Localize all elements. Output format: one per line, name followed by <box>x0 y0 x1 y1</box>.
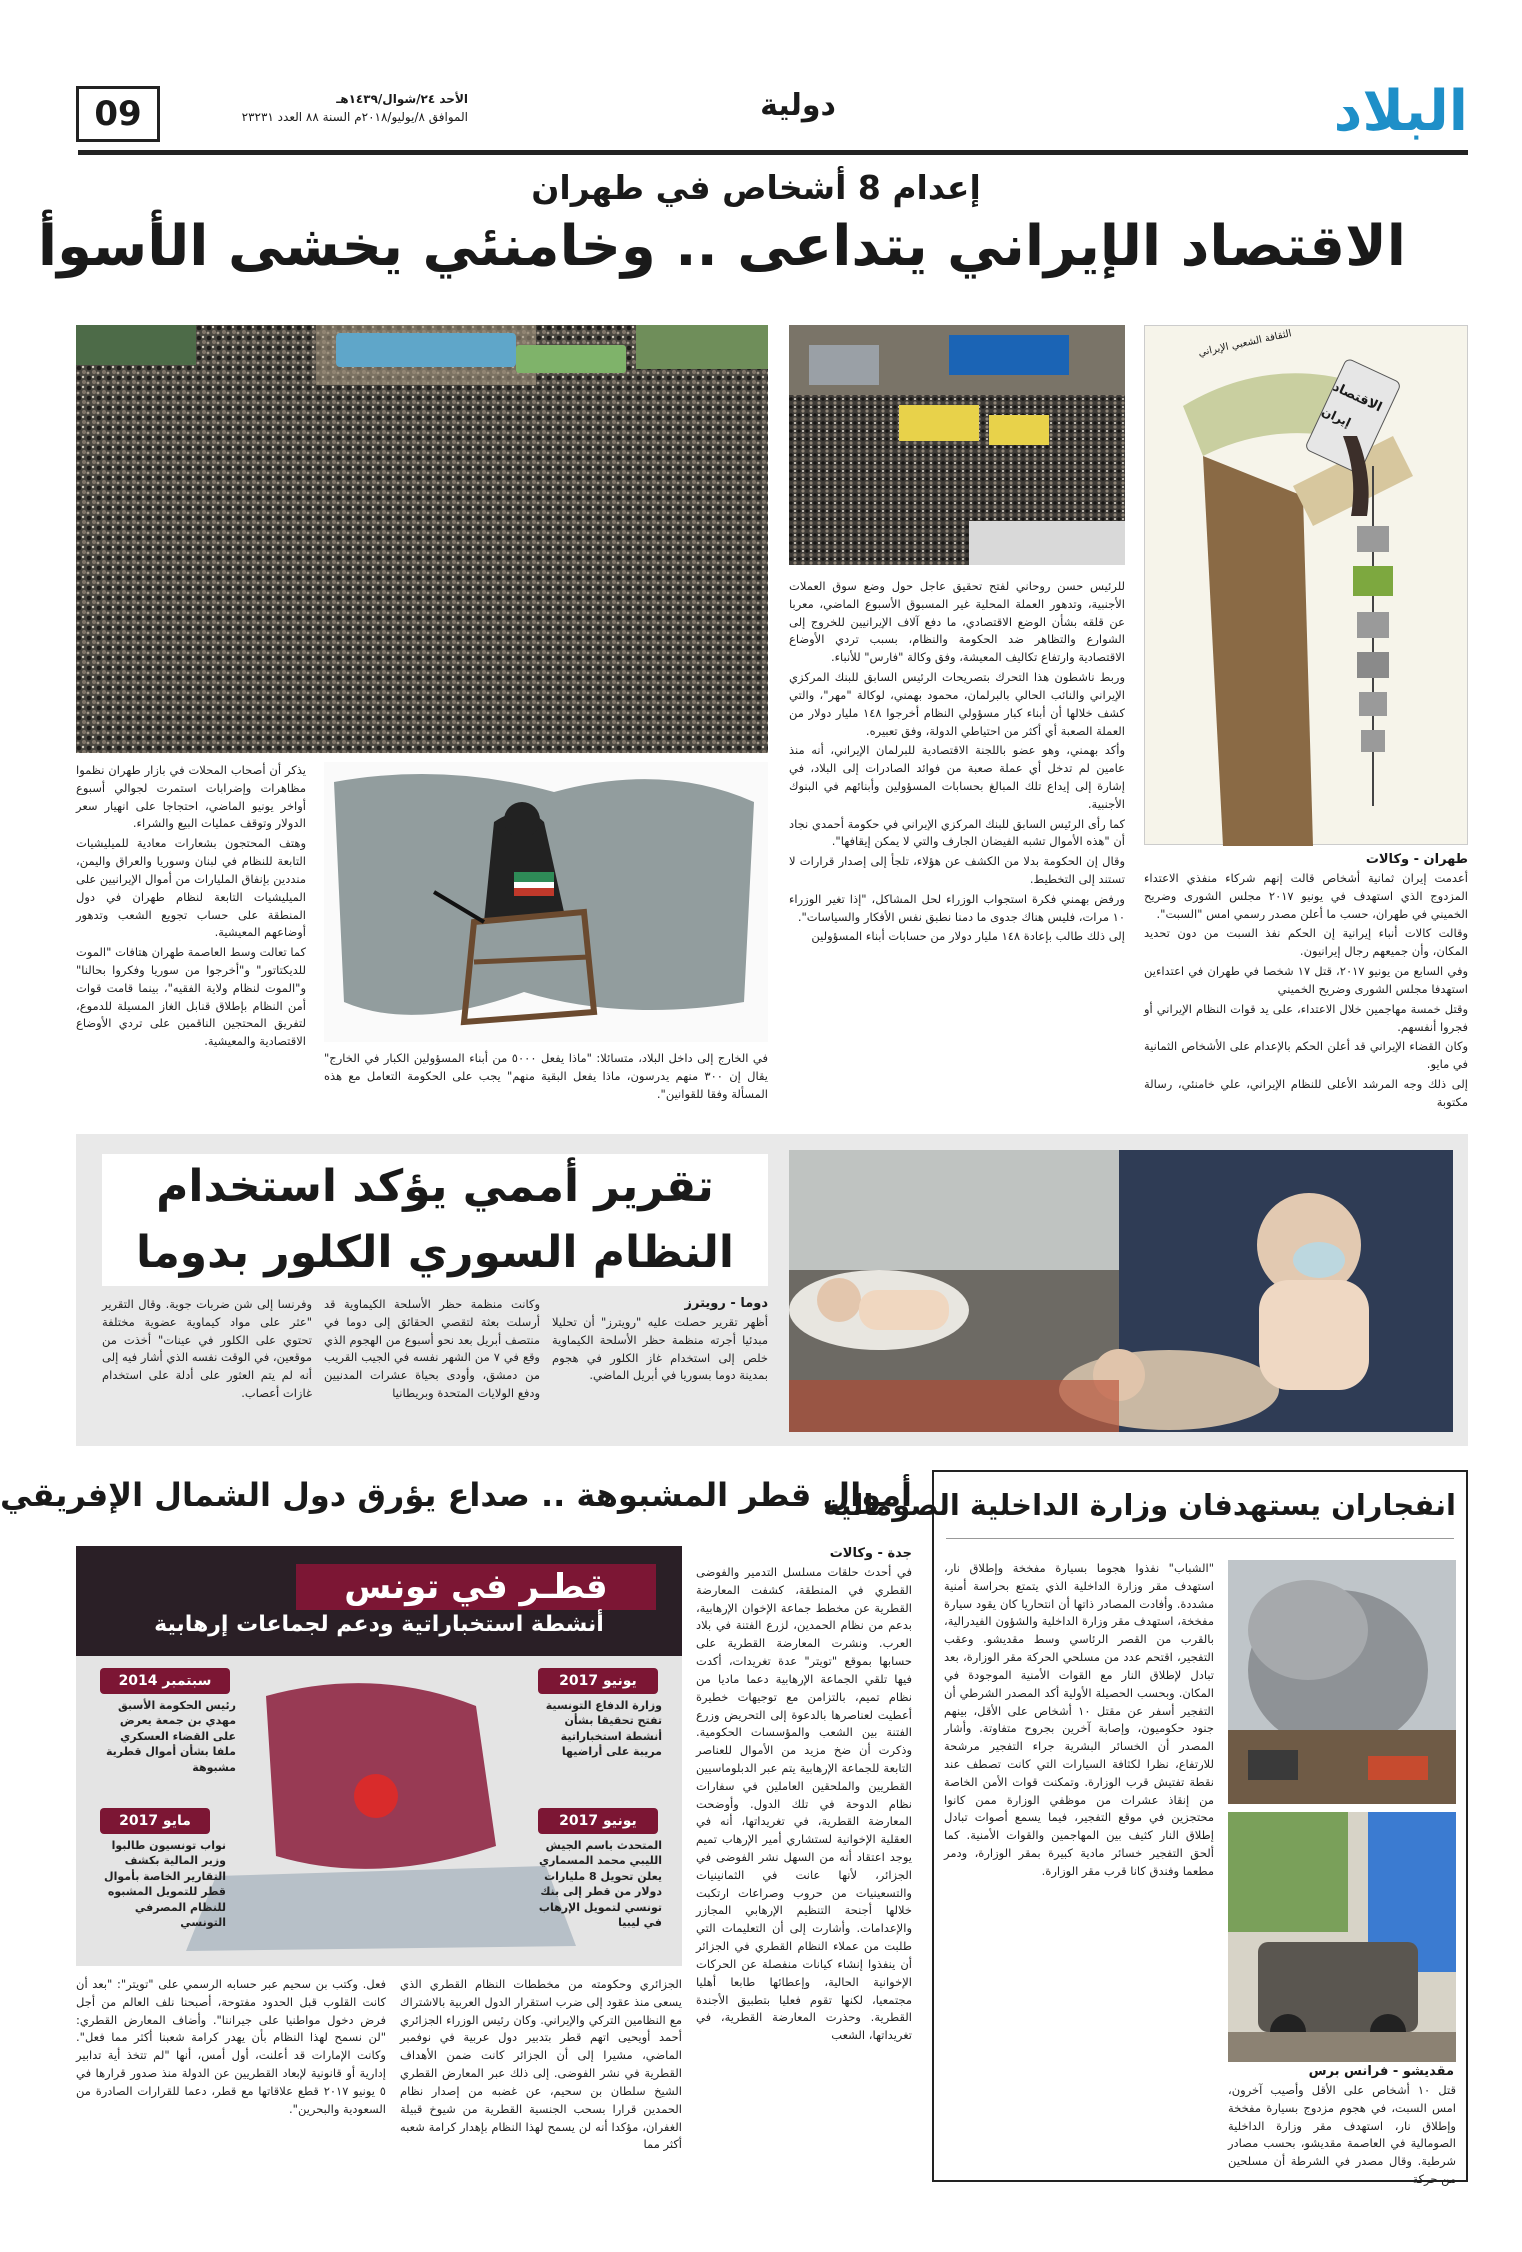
timeline-text-1: وزارة الدفاع التونسية تفتح تحقيقا بشأن أنشطة استخباراتية مريبة على أراضيها <box>545 1699 662 1759</box>
khamenei-cartoon <box>324 762 768 1042</box>
somalia-column-2: "الشباب" نفذوا هجوما بسيارة مفخخة وإطلاق نار، استهدف مقر وزارة الداخلية الذي يتمتع بحراسة أمنية مشددة. وأفادت المصادر ذاتها أن انتحاريا كان يقود سيارة مفخخة، استهدف مقر وزارة الداخلية والشؤون الفيدرالية، بالقرب من القصر الرئاسي وسط مقديشو. وعقب التفجير، اقتحم عدد من مسلحي الحركة مقر الوزارة، بعد تبادل لإطلاق النار مع القوات الأمنية الموجودة في المكان. وبحسب الحصيلة الأولية أكد المصدر الشرطي أن التفجير أسفر عن مقتل ١٠ أشخاص على الأقل، بينهم جنود حكوميون، وإصابة آخرين بجروح متفاوتة. وأشار المصدر أن الخسائر البشرية جراء التفجير مرشحة للارتفاع، نظرا لكثافة السيارات التي كانت تصطف عند نقطة تفتيش قرب الوزارة. وتمكنت قوات الأمن الخاصة من إنقاذ عشرات من موظفي الوزارة ممن كانوا محتجزين في موقع التفجير، فيما يسمع أصوات تبادل إطلاق النار كثيف بين المهاجمين والقوات الأمنية. كما ألحق التفجير خسائر مادية كبيرة بمقر الوزارة، ودمر مطعما وفندق كانا قرب مقر الوزارة. <box>944 1561 1214 1878</box>
logo[interactable]: البلاد <box>1333 79 1468 144</box>
syria-headline-1: تقرير أممي يؤكد استخدام <box>102 1154 768 1220</box>
cartoon-label-economy: الاقتصاد <box>1330 379 1385 416</box>
lead-col2-para: وقال إن الحكومة بدلا من الكشف عن هؤلاء، تلجأ إلى إصدار قرارات لا تستند إلى التخطيط. <box>789 854 1125 886</box>
page-number: 09 <box>76 86 160 142</box>
douma-children-photo <box>789 1150 1453 1432</box>
lead-col1-para: وكان القضاء الإيراني قد أعلن الحكم بالإعدام على الأشخاص الثمانية في مايو. <box>1144 1039 1468 1072</box>
somalia-column-1: قتل ١٠ أشخاص على الأقل وأصيب آخرون، امس السبت، في هجوم مزدوج بسيارة مفخخة وإطلاق نار، استهدف مقر وزارة الداخلية الصومالية في العاصمة مقديشو، بحسب مصادر شرطية. وقال مصدر في الشرطة أن مسلحين من حركة <box>1228 2083 1456 2187</box>
lead-col3-para: وهتف المحتجون بشعارات معادية للميليشيات التابعة للنظام في لبنان وسوريا والعراق واليمن، منددين بإنفاق المليارات من أموال الإيرانيين على الميليشيات التابعة لنظام طهران في دول المنطقة على حساب تجويع الشعب وتدهور أوضاعهم المعيشية. <box>76 836 306 940</box>
qatar-dateline: جدة - وكالات <box>829 1546 912 1561</box>
lead-column-3 <box>76 762 306 1132</box>
syria-column-3: وفرنسا إلى شن ضربات جوية. وقال التقرير "عثر على مواد كيماوية عضوية مختلفة تحتوي على الكلور في عينات" أخذت من موقعين، في الوقت نفسه الذي أشار فيه إلى أنه لم يتم العثور على أدلة على استخدام غازات أعصاب. <box>102 1297 312 1401</box>
qatar-column-1: في أحدث حلقات مسلسل التدمير والفوضى القطري في المنطقة، كشفت المعارضة القطرية عن مخطط جماعة الإخوان الإرهابية، بدعم من نظام الحمدين، لزرع الفتنة في بلاد العرب. ونشرت المعارضة القطرية على حسابها بموقع "تويتر" عدة تغريدات، أكدت فيها تلقي الجماعة الإرهابية دعما ماديا من نظام تميم، بالتزامن مع توجيهات خطيرة أعطيت لعناصرها بالدعوة إلى التحريض وزرع الفتنة بين الشعب والمؤسسات الحكومية. وذكرت أن ضخ مزيد من الأموال للعناصر التابعة للجماعة الإرهابية يتم عبر الدبلوماسيين القطريين والملحقين العاملين في سفارات نظام الدوحة في تلك الدول. وأوضحت المعارضة القطرية، في تغريداتها، أنه في العقلية الإخوانية لستشاري أمير الإرهاب تميم يوجد اعتقاد أنه من السهل نشر الفوضى في الجزائر، لأنها عانت في الثمانينيات والتسعينيات من حروب وصراعات ارتكبت خلالها أجنحة التنظيم الإرهابي المجازر والإعدامات. وأشارت إلى أن التعليمات التي طلبت من عملاء النظام القطري في الجزائر أن ينفذوا إنشاء كيانات منفصلة عن الحركات الإخوانية الحالية، وإعطائها طابعا أهليا مجتمعيا، لكنها تقوم فعليا بتطبيق الأجندة القطرية. وحذرت المعارضة القطرية، في تغريداتها، الشعب <box>696 1565 912 2043</box>
timeline-text-3: المتحدث باسم الجيش الليبي محمد المسماري يعلن تحويل 8 مليارات دولار من قطر إلى بنك تونسي لتمويل الإرهاب في ليبيا <box>538 1839 662 1929</box>
timeline-date-3: يونيو 2017 <box>538 1808 658 1834</box>
timeline-text-2: رئيس الحكومة الأسبق مهدي بن جمعة يعرض على القضاء العسكري ملفا بشأن أموال قطرية مشبوهة <box>105 1699 236 1774</box>
lead-dateline: طهران - وكالات <box>1365 852 1468 867</box>
cartoon-label-iran: إيران <box>1319 404 1353 430</box>
hijri-date: الأحد ٢٤/شوال/١٤٣٩هـ <box>336 92 468 106</box>
gregorian-date: الموافق ٨/يوليو/٢٠١٨م السنة ٨٨ العدد ٢٣٢٣١ <box>241 110 468 124</box>
protest-crowd-photo-large <box>76 325 768 753</box>
lead-column-2 <box>789 578 1125 1132</box>
mogadishu-smoke-photo <box>1228 1560 1456 1804</box>
lead-col1-para: وقتل خمسة مهاجمين خلال الاعتداء، على يد قوات النظام الإيراني أو فجروا أنفسهم. <box>1144 1001 1468 1034</box>
lead-col1-para: وقالت كالات أنباء إيرانية إن الحكم نفذ السبت من دون تحديد المكان، وأن جميعهم رجال إيرانيون. <box>1144 926 1468 959</box>
lead-col1-para: إلى ذلك وجه المرشد الأعلى للنظام الإيراني، علي خامنئي، رسالة مكتوبة <box>1144 1076 1468 1109</box>
lead-headline: الاقتصاد الإيراني يتداعى .. وخامنئي يخشى الأسوأ <box>37 214 1406 279</box>
infographic-title: قطـر في تونس <box>296 1564 656 1610</box>
lead-col3-para: يذكر أن أصحاب المحلات في بازار طهران نظموا مظاهرات وإضرابات استمرت لجوالي أسبوع أواخر يونيو الماضي، احتجاجا على انهيار سعر الدولار وتوقف عمليات البيع والشراء. <box>76 763 306 831</box>
qatar-headline: أموال قطر المشبوهة .. صداع يؤرق دول الشمال الإفريقي <box>0 1476 912 1514</box>
lead-col3-para: كما تعالت وسط العاصمة طهران هتافات "الموت للديكتاتور" و"أخرجوا من سوريا وفكروا بحالنا" و"الموت لنظام ولاية الفقيه"، بينما قامت قوات أمن النظام بإطلاق قنابل الغاز المسيلة للدموع، لتفريق المحتجين الناقمين على تردي الأوضاع الاقتصادية والمعيشية. <box>76 945 306 1049</box>
somalia-headline-rule <box>946 1538 1454 1539</box>
lead-col1-para: أعدمت إيران ثمانية أشخاص قالت إنهم شركاء منفذي الاعتداء المزدوج الذي استهدف في يونيو ٢٠١٧ مجلس الشورى وضريح الخميني في طهران، حسب ما أعلن مصدر رسمي امس "السبت". <box>1144 871 1469 921</box>
lead-col2-para: وأكد بهمني، وهو عضو باللجنة الاقتصادية للبرلمان الإيراني، أنه منذ عامين لم تدخل أي عملة صعبة من فوائد الصادرات إلى البلاد، في إشارة إلى إيداع تلك المبالغ بحسابات المسؤولين وأبنائهم في البنوك الأجنبية. <box>789 743 1125 811</box>
lead-column-4: في الخارج إلى داخل البلاد، متسائلا: "ماذا يفعل ٥٠٠٠ من أبناء المسؤولين الكبار في الخارج" يقال إن ٣٠٠ منهم يدرسون، ماذا يفعل البقية منهم" يجب على الحكومة التعامل مع هذه المسألة وفقا للقوانين". <box>324 1051 768 1101</box>
lead-col1-para: وفي السابع من يونيو ٢٠١٧، قتل ١٧ شخصا في طهران في اعتداءين استهدفا مجلس الشورى وضريح الخميني <box>1144 964 1468 996</box>
timeline-text-4: نواب تونسيون طالبوا وزير المالية بكشف التقارير الخاصة بأموال قطر للتمويل المشبوه للنظام المصرفي التونسي <box>104 1839 226 1929</box>
qatar-column-2: الجزائري وحكومته من مخططات النظام القطري الذي يسعى منذ عقود إلى ضرب استقرار الدول العربية بالاشتراك مع النظامين التركي والإيراني. وكان رئيس الوزراء الجزائري أحمد أويحيى اتهم قطر بتدبير دول عربية في نوفمبر الماضي، مشيرا إلى أن الجزائر كانت ضمن الأهداف القطرية في نشر الفوضى. إلى ذلك عبر المعارض القطري الشيخ سلطان بن سحيم، عن غضبه من إصدار نظام الحمدين قرارا بسحب الجنسية القطرية من شيوخ قبيلة الغفران، مؤكدا أنه لن يسمح لهذا النظام بإهدار كرامة شعبه أكثر مما <box>400 1977 682 2152</box>
lead-col2-para: كما رأى الرئيس السابق للبنك المركزي الإيراني في حكومة أحمدي نجاد أن "هذه الأموال تشبه الفيضان الجارف والتي لا يمكن إيقافها". <box>789 816 1125 849</box>
masthead-rule <box>78 150 1468 155</box>
bazaar-protest-photo <box>789 325 1125 565</box>
mogadishu-wreckage-photo <box>1228 1812 1456 2062</box>
timeline-date-1: يونيو 2017 <box>538 1668 658 1694</box>
masthead <box>68 80 1468 154</box>
lead-col2-para: وربط ناشطون هذا التحرك بتصريحات الرئيس السابق للبنك المركزي الإيراني والنائب الحالي بالبرلمان، محمود بهمني، لوكالة "مهر"، والتي كشف خلالها أن أبناء كبار مسؤولي النظام أخرجوا ١٤٨ مليار دولار من العملة الصعبة أي أكثر من احتياطي الدولة، وفق تعبيره. <box>789 670 1125 738</box>
lead-col2-para: إلى ذلك طالب بإعادة ١٤٨ مليار دولار من حسابات أبناء المسؤولين <box>811 929 1125 944</box>
timeline-date-2: سبتمبر 2014 <box>100 1668 230 1694</box>
issue-date <box>168 90 468 126</box>
section-title: دولية <box>760 88 836 123</box>
somalia-dateline: مقديشو - فرانس برس <box>1308 2064 1454 2079</box>
lead-col2-para: للرئيس حسن روحاني لفتح تحقيق عاجل حول وضع سوق العملات الأجنبية، وتدهور العملة المحلية غير المسبوق الأسبوع الماضي، معربا عن قلقه بشأن الوضع الاقتصادي، ما دفع آلاف الإيرانيين للخروج إلى الشوارع والتظاهر ضد الحكومة والنظام، بسبب تردي الأوضاع الاقتصادية وارتفاع تكاليف المعيشة، وفق وكالة "فارس" للأنباء. <box>789 579 1125 665</box>
qatar-infographic <box>76 1546 682 1966</box>
infographic-subtitle: أنشطة استخباراتية ودعم لجماعات إرهابية <box>154 1612 604 1637</box>
somalia-headline: انفجاران يستهدفان وزارة الداخلية الصومالية <box>823 1488 1456 1522</box>
syria-dateline: دوما - رويترز <box>684 1296 768 1311</box>
lead-kicker: إعدام 8 أشخاص في طهران <box>531 168 981 207</box>
cartoon-label-top: الثقافة الشعبي الإيراني <box>1197 328 1293 359</box>
syria-headline-2: النظام السوري الكلور بدوما <box>102 1220 768 1286</box>
economy-cartoon <box>1144 325 1468 845</box>
lead-col2-para: ورفض بهمني فكرة استجواب الوزراء لحل المشاكل، "إذا تغير الوزراء ١٠ مرات، فليس هناك جدوى ما دمنا نطبق نفس الأفكار والسياسات". <box>789 891 1125 924</box>
qatar-column-3: فعل. وكتب بن سحيم عبر حسابه الرسمي على "تويتر": "بعد أن كانت القلوب قبل الحدود مفتوحة، أصبحنا نلف العالم من أجل فرض دخول مواطنيا على جيراننا". وأضاف المعارض القطري: "لن نسمح لهذا النظام بأن يهدر كرامة شعبنا أكثر مما فعل". وكانت الإمارات قد أعلنت، أول أمس، أنها "لم تتخذ أية تدابير إدارية أو قانونية لإبعاد القطريين عن الدولة منذ صدور قرارها في ٥ يونيو ٢٠١٧ قطع علاقاتها مع قطر، دعما للقرارات الصادرة من السعودية والبحرين". <box>76 1977 386 2116</box>
lead-column-1 <box>1144 870 1468 1132</box>
syria-column-2: وكانت منظمة حظر الأسلحة الكيماوية قد أرسلت بعثة لتقصي الحقائق إلى دوما في منتصف أبريل بعد نحو أسبوع من الهجوم الذي وقع في ٧ من الشهر نفسه في الجيب القريب من دمشق، وأودى بحياة عشرات المدنيين ودفع الولايات المتحدة وبريطانيا <box>324 1297 540 1401</box>
syria-column-1: أظهر تقرير حصلت عليه "رويترز" أن تحليلا مبدئيا أجرته منظمة حظر الأسلحة الكيماوية خلص إلى استخدام غاز الكلور في هجوم بمدينة دوما بسوريا في أبريل الماضي. <box>552 1315 768 1383</box>
timeline-date-4: مايو 2017 <box>100 1808 210 1834</box>
